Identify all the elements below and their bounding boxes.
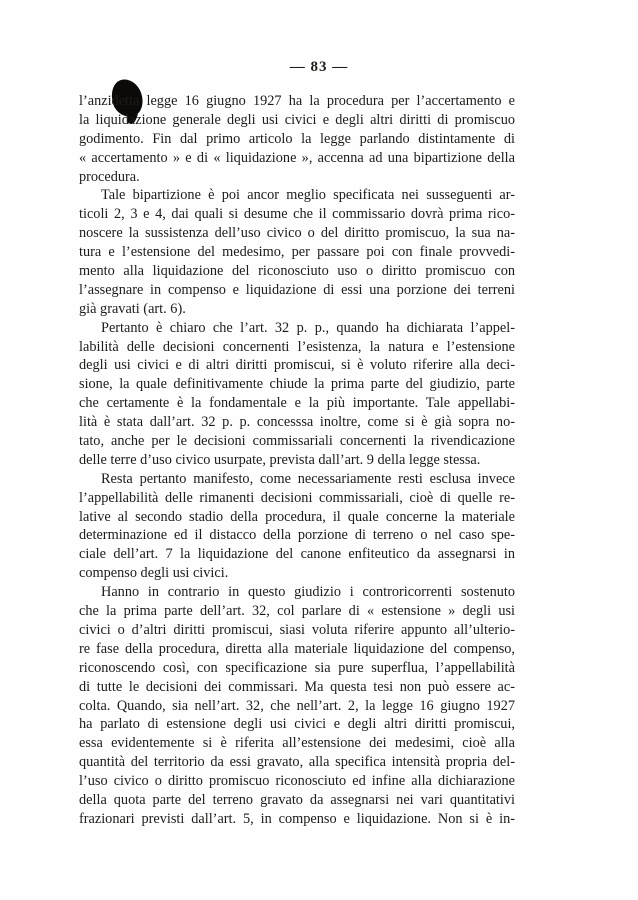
text-line: delle terre d’uso civico usurpate, prevista dall’art. 9 della legge stessa. [79,451,481,468]
text-line: godimento. Fin dal primo articolo la legge parlando distintamente di [79,130,515,147]
text-line: compenso degli usi civici. [79,565,229,582]
text-line: già gravati (art. 6). [79,300,186,317]
text-line: della quota parte del terreno gravato da assegnarsi nei vari quantitativi [79,791,515,808]
paragraph [79,583,515,829]
text-line: di tutte le decisioni dei commissari. Ma questa tesi non può essere ac- [79,678,515,695]
paragraph [79,470,515,583]
text-line: mento alla liquidazione del riconosciuto uso o diritto promiscuo con [79,263,515,280]
text-line: labilità delle decisioni concernenti l’esistenza, la natura e l’estensione [79,338,515,355]
body-text [79,92,515,829]
text-line: ticoli 2, 3 e 4, dai quali si desume che il commissario dovrà prima rico- [79,206,515,223]
paragraph [79,92,515,186]
text-line: re fase della procedura, diretta alla materiale liquidazione del compenso, [79,640,515,657]
text-line: colta. Quando, sia nell’art. 32, che nell’art. 2, la legge 16 giugno 1927 [79,697,515,714]
text-line: l’anzidetta legge 16 giugno 1927 ha la procedura per l’accertamento e [79,93,515,109]
text-line: l’appellabilità delle rimanenti decisioni commissariali, cioè di quelle re- [79,489,515,506]
text-line: Resta pertanto manifesto, come necessariamente resti esclusa invece [101,470,515,487]
text-line: lità è stata dall’art. 32 p. p. concesssa inoltre, come si è già sopra no- [79,414,515,431]
text-line: determinazione ed il distacco della porzione di terreno o nel caso spe- [79,527,515,544]
text-line: frazionari previsti dall’art. 5, in compenso e liquidazione. Non si è in- [79,810,515,827]
text-line: Pertanto è chiaro che l’art. 32 p. p., quando ha dichiarata l’appel- [101,319,515,336]
paragraph [79,186,515,318]
text-line: tato, anche per le decisioni commissariali concernenti la rivendicazione [79,433,515,450]
text-line: ciale dell’art. 7 la liquidazione del canone enfiteutico da assegnarsi in [79,546,515,563]
page-number: — 83 — [289,59,349,75]
text-line: che certamente è la fondamentale e la più importante. Tale appellabi- [79,395,515,412]
text-line: la liquidazione generale degli usi civici e degli altri diritti di promiscuo [79,111,515,128]
text-line: Hanno in contrario in questo giudizio i controricorrenti sostenuto [101,584,515,601]
text-line: civici o d’altri diritti promiscui, siasi voluta riferire appunto all’ulterio- [79,621,515,638]
text-line: sione, la quale definitivamente chiude la prima parte del giudizio, parte [79,376,515,393]
text-line: l’uso civico o diritto promiscuo riconosciuto ed infine alla dichiarazione [79,773,515,790]
text-line: ha parlato di estensione degli usi civici e degli altri diritti promiscui, [79,716,515,733]
text-line: l’assegnare in compenso e liquidazione di essi una porzione dei terreni [79,281,515,298]
text-line: riconoscendo così, con specificazione sia pure superflua, l’appellabilità [79,659,515,676]
text-line: noscere la sussistenza dell’uso civico o del diritto promiscuo, la sua na- [79,225,515,242]
text-line: tura e l’estensione del medesimo, per passare poi con finale provvedi- [79,244,515,261]
text-line: Tale bipartizione è poi ancor meglio specificata nei susseguenti ar- [101,187,515,204]
text-line: che la prima parte dell’art. 32, col parlare di « estensione » degli usi [79,603,515,620]
text-line: degli usi civici e di altri diritti promiscui, si è voluto riferire alla deci- [79,357,515,374]
text-line: « accertamento » e di « liquidazione », accenna ad una bipartizione della [79,149,515,166]
text-line: lative al secondo stadio della procedura, il quale concerne la materiale [79,508,515,525]
text-line: essa evidentemente si è riferita all’estensione dei medesimi, cioè alla [79,735,515,752]
text-line: quantità del territorio da essi gravato, alla specifica intensità propria del- [79,754,515,771]
paragraph [79,319,515,470]
text-line: procedura. [79,168,140,185]
